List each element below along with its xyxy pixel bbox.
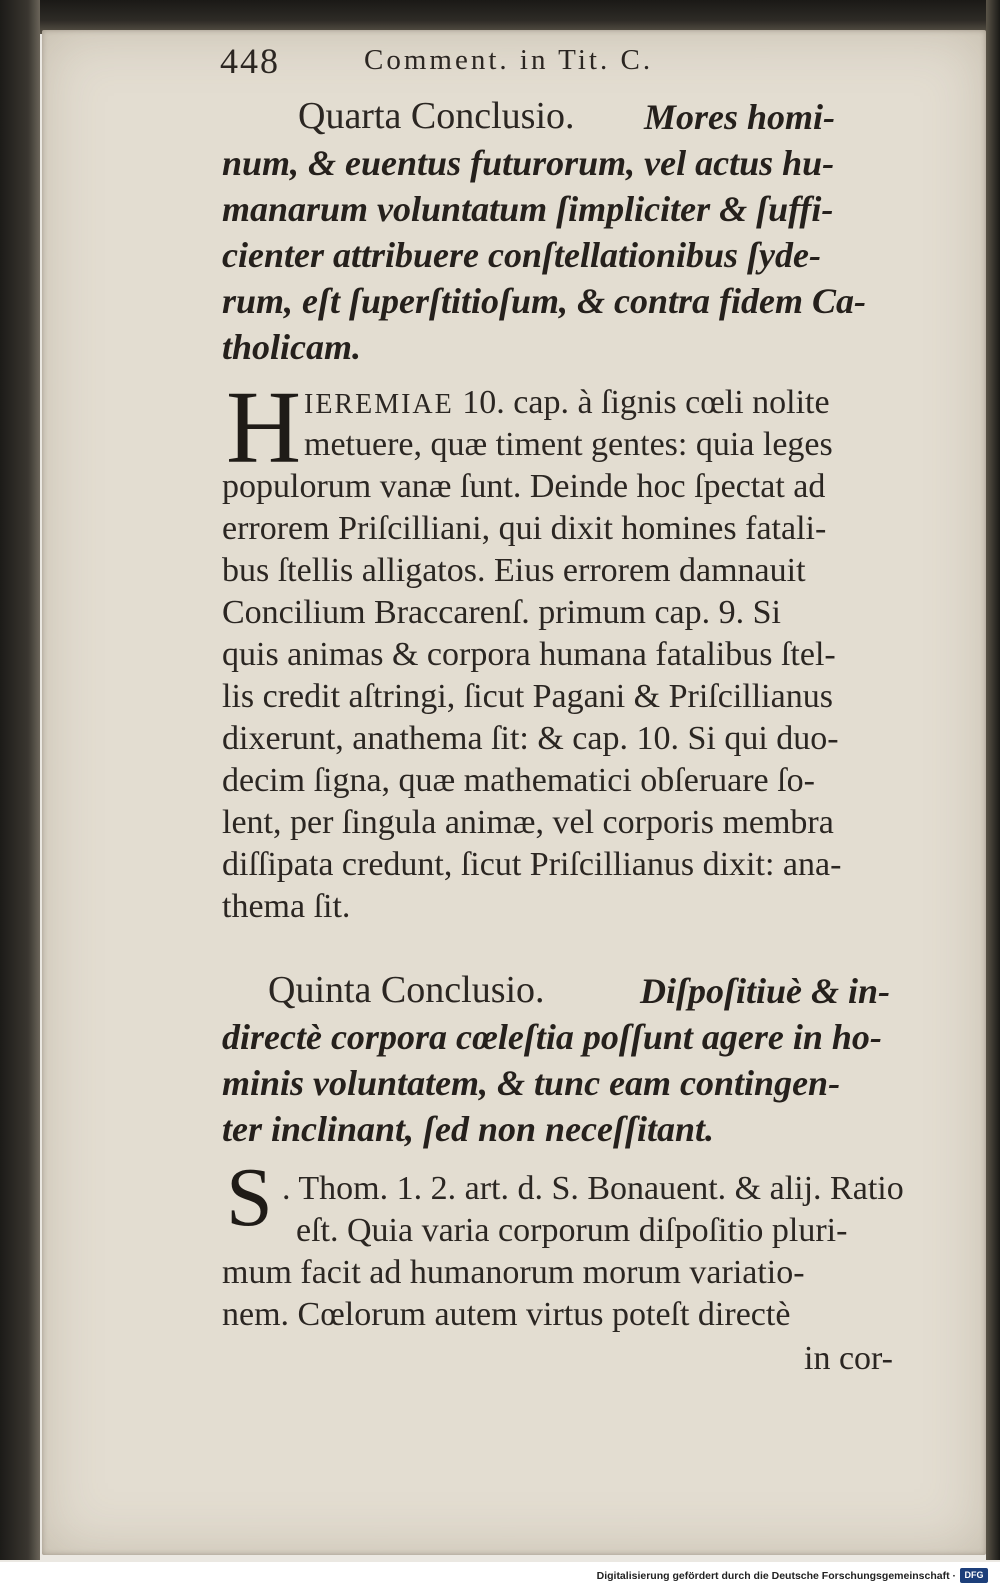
- paragraph-2-line-2: eſt. Quia varia corporum diſpoſitio pluri-: [296, 1212, 848, 1249]
- conclusio-5-line-3: minis voluntatem, & tunc eam contingen-: [222, 1063, 841, 1103]
- footer-bar: [0, 1562, 1000, 1592]
- dropcap-s: S: [226, 1151, 273, 1244]
- conclusio-4-line-4: cienter attribuere conſtellationibus ſyde-: [222, 235, 821, 275]
- paragraph-1-line-12: diſſipata credunt, ſicut Priſcillianus dixit: ana-: [222, 846, 842, 883]
- paragraph-1-line-9: dixerunt, anathema ſit: & cap. 10. Si qui duo-: [222, 720, 839, 757]
- book-page: [42, 30, 986, 1555]
- paragraph-1-line-7: quis animas & corpora humana fatalibus ſtel-: [222, 636, 836, 673]
- paragraph-1-line-6: Concilium Braccarenſ. primum cap. 9. Si: [222, 594, 781, 631]
- conclusio-4-line-2: num, & euentus futurorum, vel actus hu-: [222, 143, 835, 183]
- paragraph-1-line-13: thema ſit.: [222, 888, 351, 925]
- conclusio-5-line-2: directè corpora cœleſtia poſſunt agere in ho-: [222, 1017, 882, 1057]
- conclusio-5-line-4: ter inclinant, ſed non neceſſitant.: [222, 1109, 715, 1149]
- dropcap-h: H: [226, 370, 302, 485]
- scan-edge-left: [0, 0, 40, 1560]
- paragraph-1-line-10: decim ſigna, quæ mathematici obſeruare ſo-: [222, 762, 815, 799]
- paragraph-1-line-3: populorum vanæ ſunt. Deinde hoc ſpectat ad: [222, 468, 826, 505]
- paragraph-1-line-5: bus ſtellis alligatos. Eius errorem damnauit: [222, 552, 806, 589]
- paragraph-1-line-1-text: 10. cap. à ſignis cœli nolite: [462, 384, 830, 421]
- conclusio-5-line-1: Diſpoſitiuè & in-: [640, 971, 890, 1011]
- paragraph-1-line-11: lent, per ſingula animæ, vel corporis membra: [222, 804, 834, 841]
- conclusio-4-line-5: rum, eſt ſuperſtitioſum, & contra fidem Ca-: [222, 281, 866, 321]
- conclusio-5-heading: Quinta Conclusio.: [268, 969, 545, 1011]
- scan-edge-right: [986, 0, 1000, 1560]
- conclusio-4-heading: Quarta Conclusio.: [298, 95, 575, 137]
- paragraph-1-line-1: [304, 384, 830, 422]
- paragraph-1-line-8: lis credit aſtringi, ſicut Pagani & Priſcillianus: [222, 678, 833, 715]
- scan-edge-top: [0, 0, 1000, 34]
- dfg-logo: DFG: [960, 1568, 988, 1583]
- conclusio-4-line-1: Mores homi-: [644, 97, 836, 137]
- catchword: in cor-: [804, 1340, 894, 1377]
- paragraph-1-first-word: IEREMIAE: [304, 389, 454, 420]
- page-number: 448: [220, 41, 280, 81]
- paragraph-1-line-4: errorem Priſcilliani, qui dixit homines fatali-: [222, 510, 827, 547]
- paragraph-1-line-2: metuere, quæ timent gentes: quia leges: [304, 426, 833, 463]
- funding-note: Digitalisierung gefördert durch die Deutsche Forschungsgemeinschaft ·: [596, 1570, 956, 1582]
- paragraph-2-line-1: . Thom. 1. 2. art. d. S. Bonauent. & alij. Ratio: [282, 1170, 904, 1207]
- paragraph-2-line-4: nem. Cœlorum autem virtus poteſt directè: [222, 1296, 791, 1333]
- conclusio-4-line-3: manarum voluntatum ſimpliciter & ſuffi-: [222, 189, 834, 229]
- paragraph-2-line-3: mum facit ad humanorum morum variatio-: [222, 1254, 805, 1291]
- running-title: Comment. in Tit. C.: [364, 44, 654, 76]
- conclusio-4-line-6: tholicam.: [222, 327, 362, 367]
